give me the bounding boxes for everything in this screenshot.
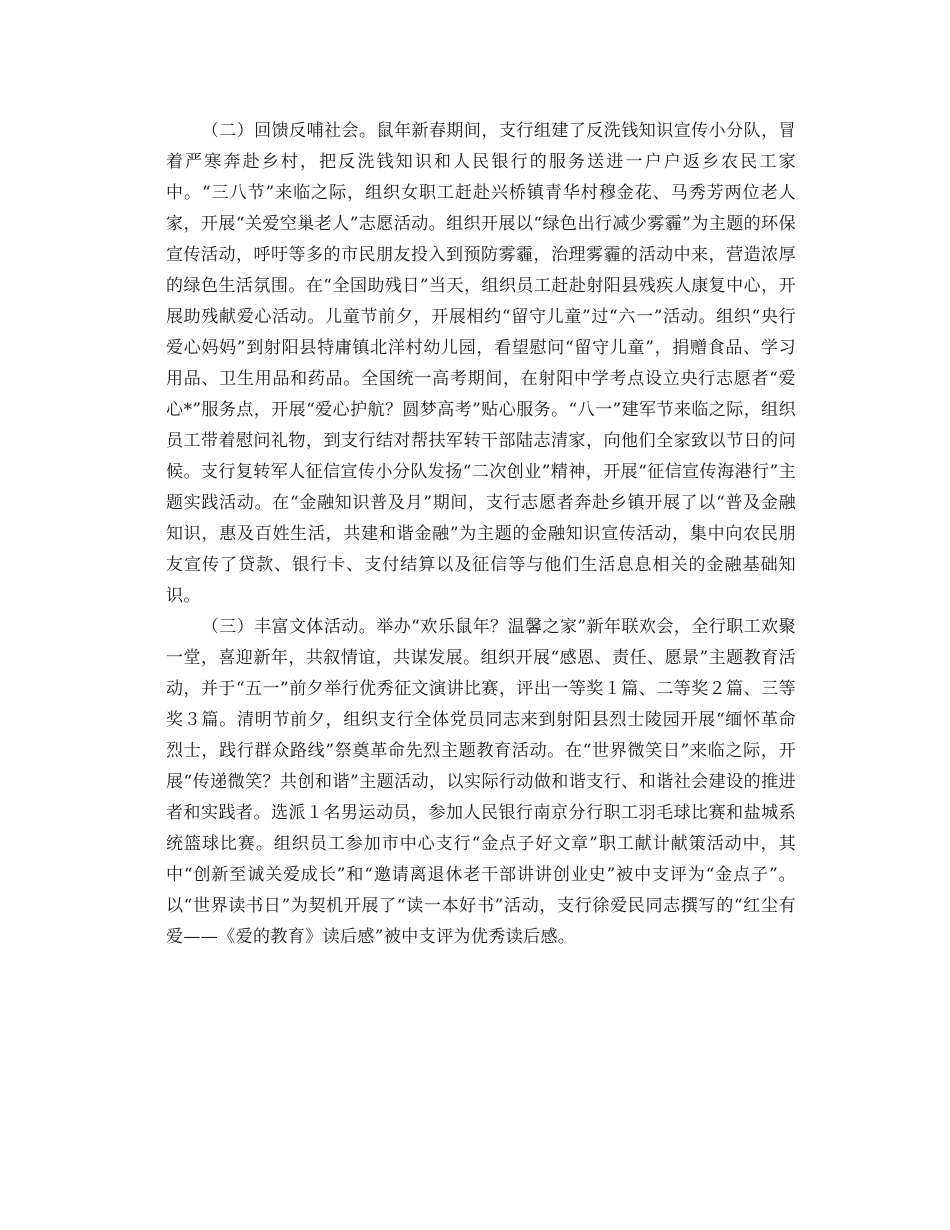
paragraph-cultural-sports-activities: （三）丰富文体活动。举办“欢乐鼠年？温馨之家”新年联欢会，全行职工欢聚一堂，喜迎新年，共叙情谊，共谋发展。组织开展“感恩、责任、愿景”主题教育活动，并于“五一”前夕举行优秀征文演讲比赛，评出一等奖１篇、二等奖２篇、三等奖３篇。清明节前夕，组织支行全体党员同志来到射阳县烈士陵园开展“缅怀革命烈士，践行群众路线”祭奠革命先烈主题教育活动。在“世界微笑日”来临之际，开展“传递微笑？共创和谐”主题活动，以实际行动做和谐支行、和谐社会建设的推进者和实践者。选派１名男运动员，参加人民银行南京分行职工羽毛球比赛和盐城系统篮球比赛。组织员工参加市中心支行“金点子好文章”职工献计献策活动中，其中“创新至诚关爱成长”和“邀请离退休老干部讲讲创业史”被中支评为“金点子”。以“世界读书日”为契机开展了“读一本好书”活动，支行徐爱民同志撰写的“红尘有爱——《爱的教育》读后感”被中支评为优秀读后感。 [166, 617, 796, 947]
paragraph-giving-back-to-society: （二）回馈反哺社会。鼠年新春期间，支行组建了反洗钱知识宣传小分队，冒着严寒奔赴乡村，把反洗钱知识和人民银行的服务送进一户户返乡农民工家中。“三八节”来临之际，组织女职工赶赴兴桥镇青华村穆金花、马秀芳两位老人家，开展“关爱空巢老人”志愿活动。组织开展以“绿色出行减少雾霾”为主题的环保宣传活动，呼吁等多的市民朋友投入到预防雾霾，治理雾霾的活动中来，营造浓厚的绿色生活氛围。在“全国助残日”当天，组织员工赶赴射阳县残疾人康复中心，开展助残献爱心活动。儿童节前夕，开展相约“留守儿童”过“六一”活动。组织“央行爱心妈妈”到射阳县特庸镇北洋村幼儿园，看望慰问“留守儿童”，捐赠食品、学习用品、卫生用品和药品。全国统一高考期间，在射阳中学考点设立央行志愿者“爱心*”服务点，开展“爱心护航？圆梦高考”贴心服务。“八一”建军节来临之际，组织员工带着慰问礼物，到支行结对帮扶军转干部陆志清家，向他们全家致以节日的问候。支行复转军人征信宣传小分队发扬“二次创业”精神，开展“征信宣传海港行”主题实践活动。在“金融知识普及月”期间，支行志愿者奔赴乡镇开展了以“普及金融知识，惠及百姓生活，共建和谐金融”为主题的金融知识宣传活动，集中向农民朋友宣传了贷款、银行卡、支付结算以及征信等与他们生活息息相关的金融基础知识。 [166, 121, 796, 606]
document-body [166, 116, 796, 953]
